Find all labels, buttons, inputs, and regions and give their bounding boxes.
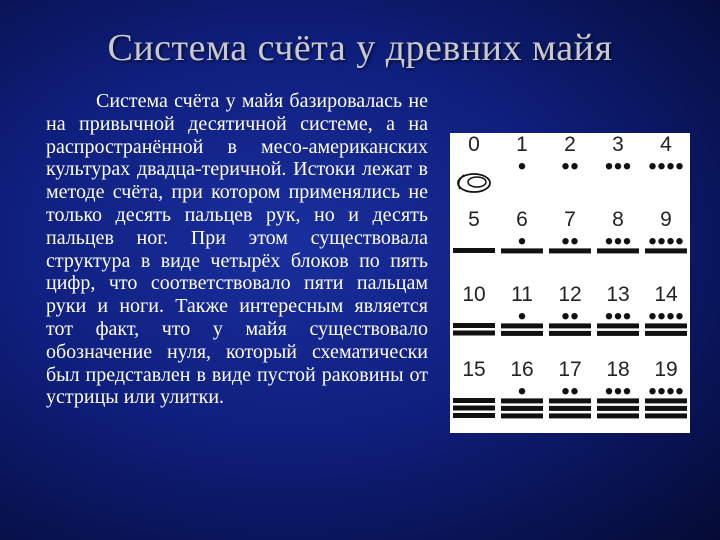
numeral-bar: [597, 331, 639, 336]
numeral-cell: [546, 283, 594, 358]
numeral-cell: [498, 358, 546, 433]
numeral-dot: [658, 388, 664, 394]
slide-title: Система счёта у древних майя: [107, 27, 613, 69]
numeral-label: 5: [468, 208, 480, 231]
numeral-bar: [453, 398, 495, 403]
numeral-dot: [571, 313, 577, 319]
numeral-label: 2: [564, 133, 576, 156]
numeral-dot: [571, 388, 577, 394]
numeral-cell: [450, 208, 498, 283]
numeral-bar: [597, 248, 639, 253]
numeral-bar: [549, 406, 591, 411]
maya-numeral-glyph: [594, 311, 642, 355]
numeral-label: 10: [462, 283, 486, 306]
numeral-dot: [624, 238, 630, 244]
maya-numeral-glyph: [594, 386, 642, 430]
numeral-bar: [501, 248, 543, 253]
numeral-cell: [546, 133, 594, 208]
maya-numeral-glyph: [642, 161, 690, 205]
maya-numeral-glyph: [642, 236, 690, 280]
numeral-cell: [450, 358, 498, 433]
numeral-dot: [606, 388, 612, 394]
numeral-dot: [624, 388, 630, 394]
numeral-dot: [667, 163, 673, 169]
numeral-dot: [562, 238, 568, 244]
numeral-cell: [594, 283, 642, 358]
numeral-dot: [519, 313, 525, 319]
numeral-cell: [546, 208, 594, 283]
numeral-cell: [450, 283, 498, 358]
numeral-bar: [549, 323, 591, 328]
numeral-dot: [624, 313, 630, 319]
maya-numeral-glyph: [498, 236, 546, 280]
numeral-bar: [501, 323, 543, 328]
numeral-label: 12: [558, 283, 582, 306]
numeral-dot: [667, 388, 673, 394]
numeral-dot: [649, 163, 655, 169]
numeral-dot: [624, 163, 630, 169]
maya-numeral-glyph: [546, 386, 594, 430]
numeral-label: 17: [558, 358, 582, 381]
numeral-dot: [658, 238, 664, 244]
maya-numeral-glyph: [498, 386, 546, 430]
maya-numeral-glyph: [642, 311, 690, 355]
numeral-bar: [597, 398, 639, 403]
numeral-bar: [645, 406, 687, 411]
numeral-cell: [594, 208, 642, 283]
numeral-bar: [597, 323, 639, 328]
numeral-label: 16: [510, 358, 534, 381]
numeral-dot: [676, 313, 682, 319]
numeral-cell: [642, 208, 690, 283]
numeral-dot: [658, 163, 664, 169]
numeral-dot: [676, 238, 682, 244]
maya-numerals-table: [450, 133, 690, 433]
numeral-label: 13: [606, 283, 630, 306]
numeral-label: 4: [660, 133, 672, 156]
numeral-bar: [549, 413, 591, 418]
numeral-dot: [676, 388, 682, 394]
numeral-cell: [642, 283, 690, 358]
maya-numeral-glyph: [498, 311, 546, 355]
numeral-dot: [519, 238, 525, 244]
shell-zero-icon: [458, 174, 490, 192]
numeral-label: 7: [564, 208, 576, 231]
maya-numeral-glyph: [594, 161, 642, 205]
maya-numeral-glyph: [450, 311, 498, 355]
numeral-bar: [645, 323, 687, 328]
numeral-dot: [667, 238, 673, 244]
numeral-dot: [562, 313, 568, 319]
numeral-cell: [594, 133, 642, 208]
numeral-dot: [571, 238, 577, 244]
maya-numeral-glyph: [594, 236, 642, 280]
numeral-label: 9: [660, 208, 672, 231]
numeral-bar: [453, 248, 495, 253]
numeral-dot: [676, 163, 682, 169]
numeral-bar: [453, 331, 495, 336]
numeral-bar: [549, 331, 591, 336]
numeral-dot: [562, 388, 568, 394]
numeral-bar: [501, 398, 543, 403]
numeral-label: 3: [612, 133, 624, 156]
numeral-bar: [645, 248, 687, 253]
maya-numeral-glyph: [450, 161, 498, 205]
numeral-dot: [519, 388, 525, 394]
maya-numeral-glyph: [546, 236, 594, 280]
numeral-dot: [606, 313, 612, 319]
numeral-bar: [645, 413, 687, 418]
numeral-label: 15: [462, 358, 486, 381]
numeral-bar: [597, 406, 639, 411]
numeral-label: 19: [654, 358, 678, 381]
numeral-dot: [615, 313, 621, 319]
numeral-dot: [667, 313, 673, 319]
numeral-dot: [571, 163, 577, 169]
numeral-cell: [642, 358, 690, 433]
numeral-bar: [645, 331, 687, 336]
maya-numeral-glyph: [546, 161, 594, 205]
numeral-label: 11: [511, 283, 533, 306]
numeral-cell: [498, 283, 546, 358]
maya-numeral-glyph: [450, 236, 498, 280]
numeral-dot: [649, 388, 655, 394]
numeral-label: 18: [606, 358, 630, 381]
numeral-bar: [645, 398, 687, 403]
numeral-bar: [453, 323, 495, 328]
numeral-cell: [642, 133, 690, 208]
body-paragraph: Система счёта у майя базировалась не на привычной десятичной системе, а на распространённой в месо-американских культурах двадца-теричной. Истоки лежат в методе счёта, при котором применялись не только десять пальцев рук, но и десять пальцев ног. При этом существовала структура в виде четырёх блоков по пять цифр, что соответствовало пяти пальцам руки и ноги. Также интересным является тот факт, что у майя существовало обозначение нуля, который схематически был представлен в виде пустой раковины от устрицы или улитки.: [46, 90, 428, 409]
numeral-label: 1: [516, 133, 528, 156]
maya-numeral-glyph: [498, 161, 546, 205]
numeral-dot: [649, 313, 655, 319]
numeral-bar: [501, 331, 543, 336]
numeral-cell: [594, 358, 642, 433]
numeral-dot: [658, 313, 664, 319]
numeral-dot: [562, 163, 568, 169]
numeral-bar: [453, 406, 495, 411]
numeral-label: 6: [516, 208, 528, 231]
numeral-bar: [549, 248, 591, 253]
numeral-bar: [501, 406, 543, 411]
numeral-dot: [606, 163, 612, 169]
numeral-label: 14: [654, 283, 678, 306]
numeral-label: 0: [468, 133, 480, 156]
numeral-dot: [615, 238, 621, 244]
numeral-dot: [649, 238, 655, 244]
numeral-dot: [519, 163, 525, 169]
numeral-cell: [498, 208, 546, 283]
numeral-dot: [615, 163, 621, 169]
numeral-bar: [597, 413, 639, 418]
numeral-label: 8: [612, 208, 624, 231]
numeral-bar: [453, 413, 495, 418]
numeral-cell: [546, 358, 594, 433]
maya-numeral-glyph: [450, 386, 498, 430]
numeral-bar: [549, 398, 591, 403]
numeral-bar: [501, 413, 543, 418]
maya-numeral-glyph: [546, 311, 594, 355]
numeral-cell: [498, 133, 546, 208]
numeral-dot: [606, 238, 612, 244]
numeral-cell: [450, 133, 498, 208]
maya-numeral-glyph: [642, 386, 690, 430]
numeral-dot: [615, 388, 621, 394]
